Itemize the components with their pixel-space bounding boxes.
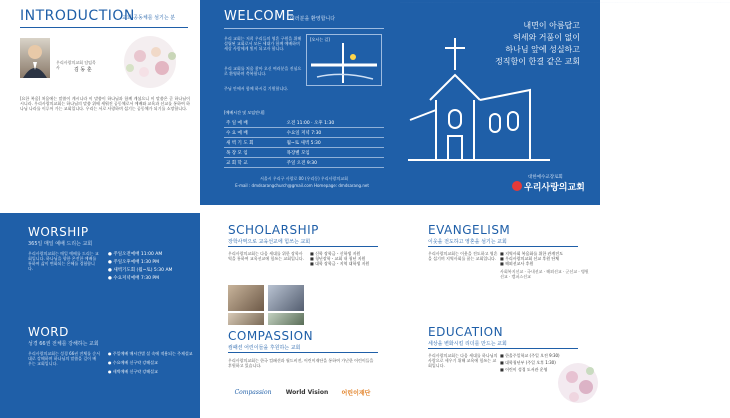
scholarship-item: ■ 청년장학 - 교회 내 청년 지원 (310, 256, 366, 261)
evangelism-subtitle: 이웃을 전도하고 영혼을 섬기는 교회 (428, 239, 507, 245)
evangelism-desc: 우리사랑의교회는 이웃을 전도하고 영혼을 섬기며 지역사회를 품는 교회입니다. (428, 251, 498, 261)
word-item: ● 새벽예배 신구약 강해설교 (108, 369, 158, 374)
scholarship-photo-1 (228, 285, 264, 311)
pastor-photo (20, 38, 50, 78)
evangelism-missions: 사회복지선교 · 국내선교 · 해외선교 · 군선교 · 병원선교 · 캠퍼스선교 (500, 269, 589, 279)
schedule-name: 새 벽 기 도 회 (224, 138, 285, 148)
education-desc: 우리사랑의교회는 다음 세대를 하나님의 사람으로 세우기 위해 교육에 힘쓰는 교회입니다. (428, 353, 498, 368)
word-title: WORD (28, 325, 69, 339)
welcome-subtitle: 여러분을 환영합니다 (290, 16, 336, 22)
scholarship-photo-4 (268, 313, 304, 325)
location-map (306, 34, 382, 86)
church-contact: E-mail : dmdsarangchurch@gmail.com Homepage: dmdsarang.net (235, 183, 369, 188)
welcome-title: WELCOME (224, 9, 295, 24)
introduction-body: [요한 복음] 처음에는 말씀이 계시니라 이 말씀이 하나님과 함께 계셨으니 이 말씀은 곧 하나님이시니라. 우리사랑의교회는 하나님의 말씀 위에 세워진 공동체로서 예배와 교육과 선교를 통하여 하나님 나라를 이루어 가는 교회입니다. 우리는 서로 사랑하며 섬기는 공동체가 되기를 소망합니다. (20, 96, 190, 111)
scholarship-item: ■ 대학 장학금 - 지역 대학생 지원 (310, 261, 370, 266)
denomination-label: 대한예수교장로회 (528, 175, 563, 180)
worship-title: WORSHIP (28, 225, 89, 239)
schedule-name: 교 회 학 교 (224, 158, 285, 168)
schedule-row (224, 118, 384, 128)
welcome-text-3: 주님 안에서 함께 하시길 기원합니다. (224, 86, 289, 91)
schedule-name: 주 일 예 배 (224, 118, 285, 128)
divider (228, 246, 378, 247)
schedule-name: 수 요 예 배 (224, 128, 285, 138)
schedule-row (224, 148, 384, 158)
slogan-line-2: 허세와 거품이 없이 (513, 33, 580, 42)
schedule-name: 목 장 모 임 (224, 148, 285, 158)
schedule-row (224, 158, 384, 168)
divider (428, 246, 578, 247)
welcome-panel (200, 0, 400, 205)
flower-decoration (110, 32, 192, 92)
scholarship-photo-3 (228, 313, 264, 325)
pastor-role: 우리사랑의교회 담임목사 (56, 60, 96, 70)
worship-item: ● 수요저녁예배 7:30 PM (108, 276, 160, 281)
word-item: ● 수요예배 신구약 강해설교 (108, 360, 158, 365)
slogan-line-1: 내면이 아름답고 (523, 21, 580, 30)
evangelism-item: ■ 해외선교사 후원 (500, 261, 534, 266)
schedule-time: 목장별 모임 (285, 148, 384, 158)
children-foundation-logo: 어린이재단 (341, 389, 371, 397)
introduction-subtitle: 교회 공동체를 섬기는 분 (122, 15, 176, 21)
worship-item: ● 새벽기도회 (월~토) 5:30 AM (108, 268, 173, 273)
word-item: ● 주일예배 매시간별 설 속에 적용되는 주제설교 (108, 351, 193, 356)
welcome-text-1: 우리 교회는 저희 우리들의 영혼 구원을 위해 설립된 교회로서 모든 세대가 함께 예배하며 세상 사람에게 빛이 되고자 합니다. (224, 36, 302, 51)
evangelism-item: ■ 지역사회 복음화를 위한 관계전도 (500, 251, 563, 256)
compassion-subtitle: 컴패션 어린이들을 후원하는 교회 (228, 345, 301, 351)
education-list (500, 353, 564, 372)
compassion-logo: Compassion (234, 388, 272, 396)
scholarship-title: SCHOLARSHIP (228, 223, 319, 237)
worship-word-panel (0, 213, 200, 418)
pastor-avatar-icon (20, 38, 50, 78)
education-item: ■ 한울주일학교 (주일 오전 9:30) (500, 353, 560, 358)
worship-list (108, 251, 194, 283)
divider (224, 28, 384, 29)
church-logo-mark (512, 181, 522, 191)
evangelism-list (500, 251, 592, 279)
introduction-title: INTRODUCTION (20, 8, 135, 24)
evangelism-item: ■ 우리사랑의교회 선교 후원 단체 (500, 256, 560, 261)
scholarship-list (310, 251, 392, 266)
worship-desc: 우리사랑의교회는 매일 예배를 드리는 교회입니다. 하나님을 향한 온전한 예배를 통하여 삶이 변화되는 은혜를 경험합니다. (28, 251, 99, 271)
schedule-time: 오전 11:00 · 오후 1:30 (285, 118, 384, 128)
church-building-icon (400, 30, 600, 170)
welcome-text-2: 우리 교회를 처음 찾아 오신 여러분을 진심으로 환영하며 축복합니다. (224, 66, 302, 76)
scholarship-subtitle: 장학사역으로 교육선교에 힘쓰는 교회 (228, 239, 311, 245)
divider (428, 348, 578, 349)
word-list (108, 351, 194, 374)
divider (20, 27, 188, 28)
education-item: ■ 대학청년부 (주일 오후 1:30) (500, 360, 556, 365)
scholarship-compassion-panel (200, 213, 400, 418)
schedule-time: 수요일 저녁 7:30 (285, 128, 384, 138)
schedule-row (224, 138, 384, 148)
scholarship-item: ■ 신학 장학금 - 신학생 지원 (310, 251, 361, 256)
map-label: [오시는 길] (310, 37, 330, 42)
worship-item: ● 주일오후예배 1:30 PM (108, 260, 160, 265)
divider (228, 352, 378, 353)
education-item: ■ 어린이 성경 도서관 운영 (500, 367, 548, 372)
cover-panel (400, 0, 730, 205)
dot-pattern: ·························································································································································································································································································································································· (400, 0, 730, 4)
worship-subtitle: 365일 매일 예배 드리는 교회 (28, 241, 93, 247)
education-subtitle: 세상을 변화시킬 리더를 만드는 교회 (428, 341, 507, 347)
schedule-time: 월~토 새벽 5:30 (285, 138, 384, 148)
education-title: EDUCATION (428, 325, 504, 339)
scholarship-photo-2 (268, 285, 304, 311)
word-subtitle: 성경 66권 전체를 강해하는 교회 (28, 341, 99, 347)
word-desc: 우리사랑의교회는 성경 66권 전체를 순서대로 강해하며 하나님의 말씀을 깊이 배우는 교회입니다. (28, 351, 100, 366)
introduction-panel (0, 0, 200, 205)
schedule-title: [예배시간 및 모임안내] (224, 110, 265, 115)
compassion-title: COMPASSION (228, 329, 314, 343)
church-name: 우리사랑의교회 (524, 183, 585, 193)
evangelism-title: EVANGELISM (428, 223, 511, 237)
scholarship-desc: 우리사랑의교회는 다음 세대를 위한 장학사역을 통하여 교육선교에 힘쓰는 교회입니다. (228, 251, 304, 261)
schedule-time: 주일 오전 9:30 (285, 158, 384, 168)
pastor-name: 김 동 훈 (74, 67, 92, 73)
compassion-desc: 우리사랑의교회는 한국 컴패션과 월드비전, 어린이재단을 통하여 가난한 어린이들을 후원하고 있습니다. (228, 358, 374, 368)
schedule-row (224, 128, 384, 138)
slogan-line-3: 하나님 앞에 성실하고 (505, 45, 580, 54)
evangelism-education-panel (400, 213, 600, 418)
slogan-line-4: 정직함이 한결 같은 교회 (495, 57, 580, 66)
worship-item: ● 주일오전예배 11:00 AM (108, 252, 163, 257)
worship-schedule-table (224, 118, 384, 168)
map-roads-icon (307, 35, 381, 85)
church-address: 서울시 우리구 사랑로 00 (우리동) 우리사랑의교회 (260, 176, 348, 181)
world-vision-logo: World Vision (285, 388, 329, 396)
